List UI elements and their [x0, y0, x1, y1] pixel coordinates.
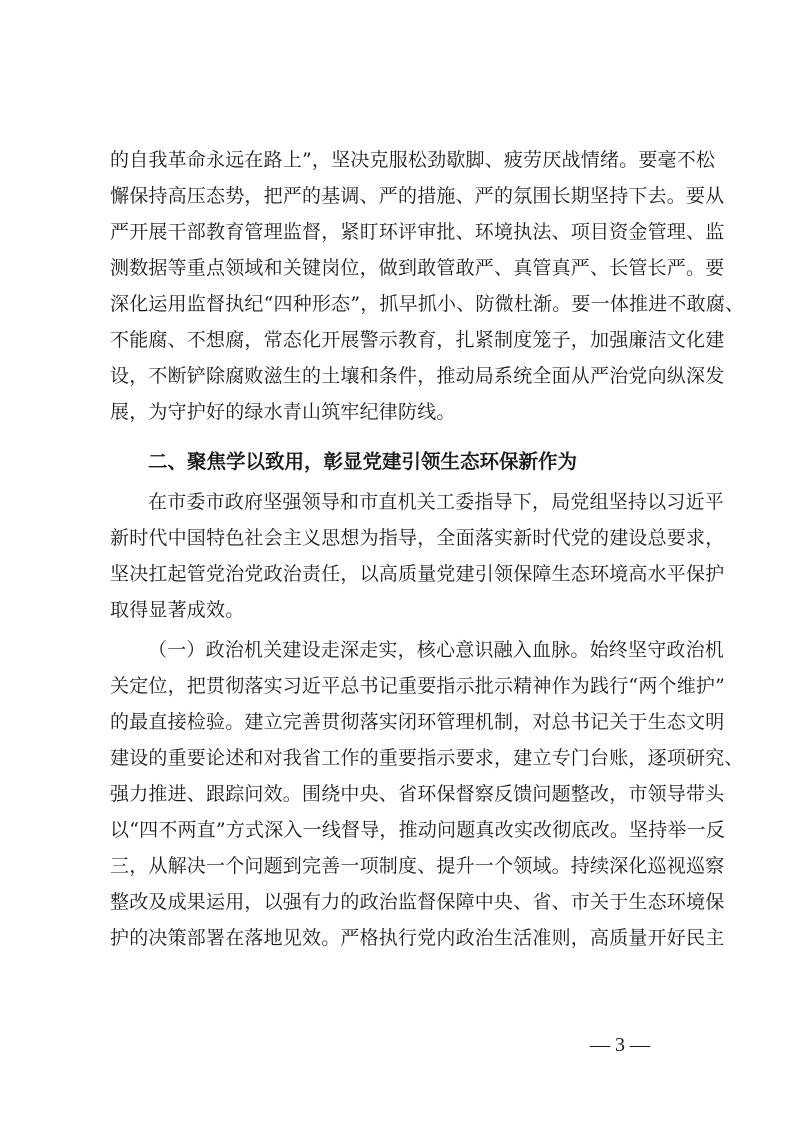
body-text-line: 不能腐、不想腐，常态化开展警示教育，扎紧制度笼子，加强廉洁文化建 [110, 329, 725, 351]
body-text-line: 强力推进、跟踪问效。围绕中央、省环保督察反馈问题整改，市领导带头 [110, 783, 725, 805]
body-text-line: 建设的重要论述和对我省工作的重要指示要求，建立专门台账，逐项研究、 [110, 747, 744, 769]
body-text-line: 护的决策部署在落地见效。严格执行党内政治生活准则，高质量开好民主 [110, 927, 725, 949]
body-text-line: 新时代中国特色社会主义思想为指导，全面落实新时代党的建设总要求， [110, 527, 725, 549]
body-text-line: 取得显著成效。 [110, 599, 245, 621]
body-text-line: 设，不断铲除腐败滋生的土壤和条件，推动局系统全面从严治党向纵深发 [110, 365, 725, 387]
body-text-line: 三，从解决一个问题到完善一项制度、提升一个领域。持续深化巡视巡察 [110, 855, 725, 877]
body-text-line: 整改及成果运用，以强有力的政治监督保障中央、省、市关于生态环境保 [110, 891, 725, 913]
body-text-line: 关定位，把贯彻落实习近平总书记重要指示批示精神作为践行“两个维护” [110, 675, 726, 697]
body-text-line: 坚决扛起管党治党政治责任，以高质量党建引领保障生态环境高水平保护 [110, 563, 725, 585]
section-heading: 二、聚焦学以致用，彰显党建引领生态环保新作为 [148, 450, 578, 473]
subsection-first-line: （一）政治机关建设走深走实，核心意识融入血脉。始终坚守政治机 [148, 639, 725, 661]
page-number: — 3 — [590, 1034, 650, 1056]
body-text-line: 测数据等重点领域和关键岗位，做到敢管敢严、真管真严、长管长严。要 [110, 257, 725, 279]
paragraph-first-line: 在市委市政府坚强领导和市直机关工委指导下，局党组坚持以习近平 [148, 491, 725, 513]
body-text-line: 的最直接检验。建立完善贯彻落实闭环管理机制，对总书记关于生态文明 [110, 711, 725, 733]
body-text-line: 以“四不两直”方式深入一线督导，推动问题真改实改彻底改。坚持举一反 [110, 819, 726, 841]
body-text-line: 严开展干部教育管理监督，紧盯环评审批、环境执法、项目资金管理、监 [110, 221, 725, 243]
body-text-line: 懈保持高压态势，把严的基调、严的措施、严的氛围长期坚持下去。要从 [110, 185, 725, 207]
body-text-line: 深化运用监督执纪“四种形态”，抓早抓小、防微杜渐。要一体推进不敢腐、 [110, 293, 745, 315]
body-text-line: 展，为守护好的绿水青山筑牢纪律防线。 [110, 401, 456, 423]
body-text-line: 的自我革命永远在路上”，坚决克服松劲歇脚、疲劳厌战情绪。要毫不松 [110, 149, 716, 171]
